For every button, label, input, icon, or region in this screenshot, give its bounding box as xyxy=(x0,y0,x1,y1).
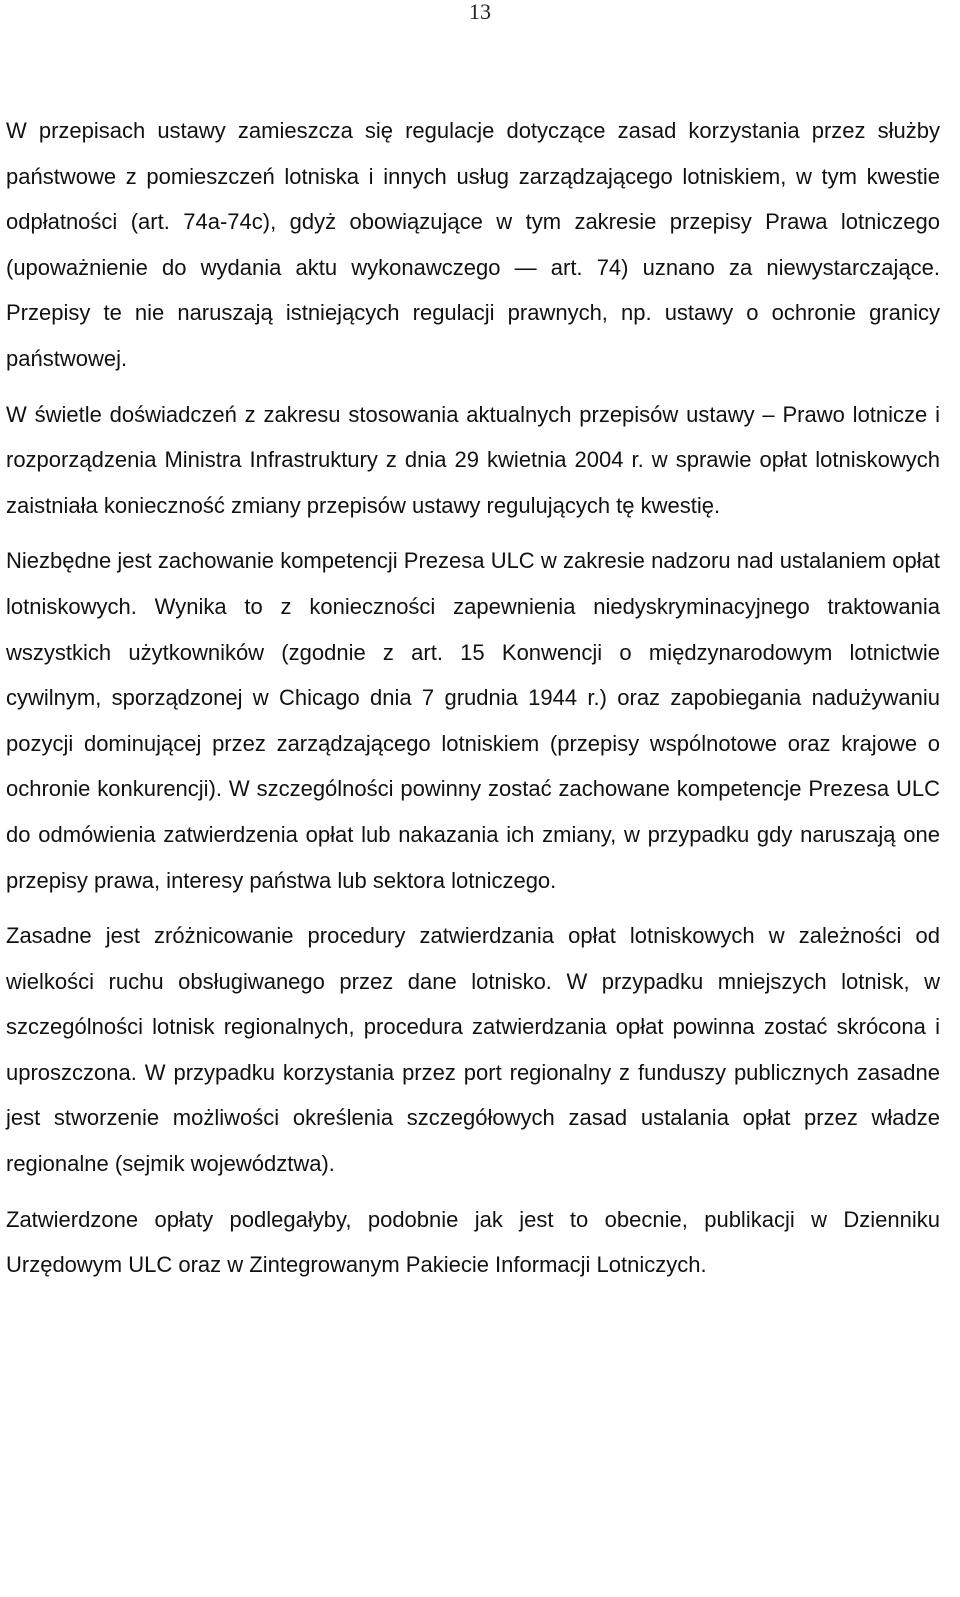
paragraph-airport-charges-experience: W świetle doświadczeń z zakresu stosowania aktualnych przepisów ustawy – Prawo lotnicze i rozporządzenia Ministra Infrastruktury z dnia 29 kwietnia 2004 r. w sprawie opłat lotniskowych zaistniała konieczność zmiany przepisów ustawy regulujących tę kwestię. xyxy=(6,401,940,518)
paragraph-service-premises: W przepisach ustawy zamieszcza się regulacje dotyczące zasad korzystania przez służby państwowe z pomieszczeń lotniska i innych usług zarządzającego lotniskiem, w tym kwestie odpłatności (art. 74a-74c), gdyż obowiązujące w tym zakresie przepisy Prawa lotniczego (upoważnienie do wydania aktu wykonawczego — art. 74) uznano za niewystarczające. Przepisy te nie naruszają istniejących regulacji prawnych, np. ustawy o ochronie granicy państwowej. xyxy=(6,118,940,371)
paragraph-ulc-competence: Niezbędne jest zachowanie kompetencji Prezesa ULC w zakresie nadzoru nad ustalaniem opłat lotniskowych. Wynika to z konieczności zapewnienia niedyskryminacyjnego traktowania wszystkich użytkowników (zgodnie z art. 15 Konwencji o międzynarodowym lotnictwie cywilnym, sporządzonej w Chicago dnia 7 grudnia 1944 r.) oraz zapobiegania nadużywaniu pozycji dominującej przez zarządzającego lotniskiem (przepisy wspólnotowe oraz krajowe o ochronie konkurencji). W szczególności powinny zostać zachowane kompetencje Prezesa ULC do odmówienia zatwierdzenia opłat lub nakazania ich zmiany, w przypadku gdy naruszają one przepisy prawa, interesy państwa lub sektora lotniczego. xyxy=(6,548,940,893)
paragraph-publication: Zatwierdzone opłaty podlegałyby, podobnie jak jest to obecnie, publikacji w Dzienniku Urzędowym ULC oraz w Zintegrowanym Pakiecie Informacji Lotniczych. xyxy=(6,1206,940,1278)
document-body xyxy=(6,108,940,1298)
page-number: 13 xyxy=(469,0,491,24)
paragraph-approval-procedure: Zasadne jest zróżnicowanie procedury zatwierdzania opłat lotniskowych w zależności od wielkości ruchu obsługiwanego przez dane lotnisko. W przypadku mniejszych lotnisk, w szczególności lotnisk regionalnych, procedura zatwierdzania opłat powinna zostać skrócona i uproszczona. W przypadku korzystania przez port regionalny z funduszy publicznych zasadne jest stworzenie możliwości określenia szczegółowych zasad ustalania opłat przez władze regionalne (sejmik województwa). xyxy=(6,923,940,1177)
